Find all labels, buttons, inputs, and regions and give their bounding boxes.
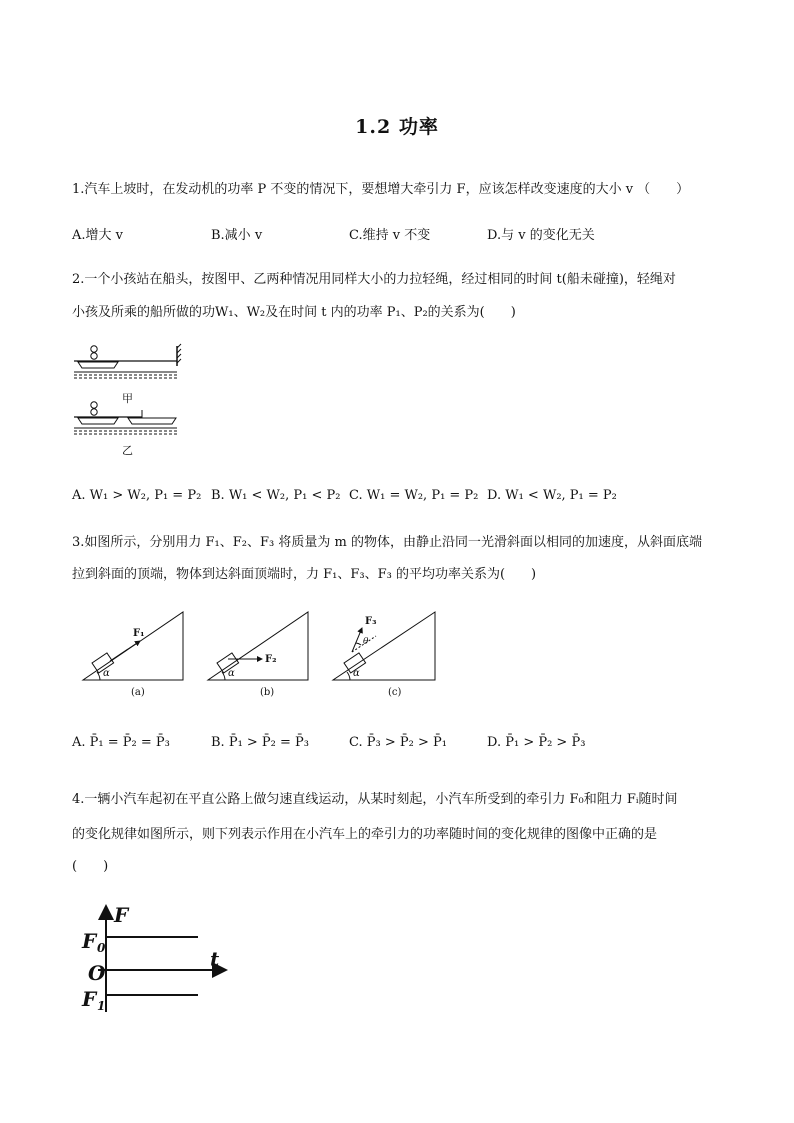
label-f2: F₂ xyxy=(265,654,277,665)
q3-option-c: C. P̄₃ > P̄₂ > P̄₁ xyxy=(349,735,447,750)
question-4-stem-line-1: 4.一辆小汽车起初在平直公路上做匀速直线运动，从某时刻起，小汽车所受到的牵引力 F₀和阻力 Fᵢ随时间 xyxy=(72,792,678,807)
question-2-stem-line-2: 小孩及所乘的船所做的功W₁、W₂及在时间 t 内的功率 P₁、P₂的关系为( ) xyxy=(72,305,516,320)
label-f0: F xyxy=(82,929,97,953)
boat-b2 xyxy=(128,418,176,424)
question-3-stem-line-1: 3.如图所示，分别用力 F₁、F₂、F₃ 将质量为 m 的物体，由静止沿同一光滑斜面以相同的加速度，从斜面底端 xyxy=(72,535,702,550)
question-4-stem-line-2: 的变化规律如图所示，则下列表示作用在小汽车上的牵引力的功率随时间的变化规律的图像中正确的是 xyxy=(72,827,658,842)
label-origin: O xyxy=(88,961,106,985)
label-f1: F xyxy=(82,987,97,1011)
q1-option-b: B.减小 v xyxy=(211,228,263,243)
question-3-stem-line-2: 拉到斜面的顶端，物体到达斜面顶端时，力 F₁、F₃、F₃ 的平均功率关系为( ) xyxy=(72,567,537,582)
label-f1: F₁ xyxy=(133,628,145,639)
label-f1-sub: 1 xyxy=(97,999,106,1013)
boat-a xyxy=(78,362,118,368)
question-4-stem-line-3: ( ) xyxy=(72,859,109,874)
q1-option-a: A.增大 v xyxy=(72,228,123,243)
q4-force-time-graph xyxy=(76,900,256,1015)
q2-option-a: A. W₁ > W₂, P₁ = P₂ xyxy=(72,488,202,503)
q2-boat-figure xyxy=(72,342,187,457)
force-f3-arrow xyxy=(352,628,362,652)
label-b: (b) xyxy=(260,687,275,698)
label-alpha-a: α xyxy=(103,668,110,679)
q2-option-d: D. W₁ < W₂, P₁ = P₂ xyxy=(487,488,617,503)
incline-b xyxy=(208,612,308,680)
label-alpha-b: α xyxy=(228,668,235,679)
label-theta: θ xyxy=(363,637,369,647)
force-f1-arrow xyxy=(110,641,140,661)
child-head-b xyxy=(91,402,97,408)
boat-b1 xyxy=(78,418,118,424)
page-title: 1.2 功率 xyxy=(355,116,439,138)
label-yi: 乙 xyxy=(122,444,133,457)
question-2-stem-line-1: 2.一个小孩站在船头，按图甲、乙两种情况用同样大小的力拉轻绳，经过相同的时间 t(船未碰撞)，轻绳对 xyxy=(72,272,676,287)
question-1-stem: 1.汽车上坡时，在发动机的功率 P 不变的情况下，要想增大牵引力 F，应该怎样改变速度的大小 v （ ） xyxy=(72,182,690,197)
q2-option-b: B. W₁ < W₂, P₁ < P₂ xyxy=(211,488,341,503)
label-a: (a) xyxy=(131,687,145,698)
axis-label-t: t xyxy=(210,947,220,971)
q3-option-d: D. P̄₁ > P̄₂ > P̄₃ xyxy=(487,735,586,750)
q1-option-c: C.维持 v 不变 xyxy=(349,228,431,243)
axis-label-f: F xyxy=(114,903,129,927)
label-c: (c) xyxy=(388,687,402,698)
q3-option-a: A. P̄₁ = P̄₂ = P̄₃ xyxy=(72,735,170,750)
q3-incline-figure xyxy=(80,606,442,702)
label-jia: 甲 xyxy=(122,392,133,405)
label-f0-sub: 0 xyxy=(97,941,106,955)
q3-option-b: B. P̄₁ > P̄₂ = P̄₃ xyxy=(211,735,310,750)
q1-option-d: D.与 v 的变化无关 xyxy=(487,228,595,243)
q2-option-c: C. W₁ = W₂, P₁ = P₂ xyxy=(349,488,479,503)
child-head-a xyxy=(91,346,97,352)
label-f3: F₃ xyxy=(365,616,377,627)
label-alpha-c: α xyxy=(353,668,360,679)
